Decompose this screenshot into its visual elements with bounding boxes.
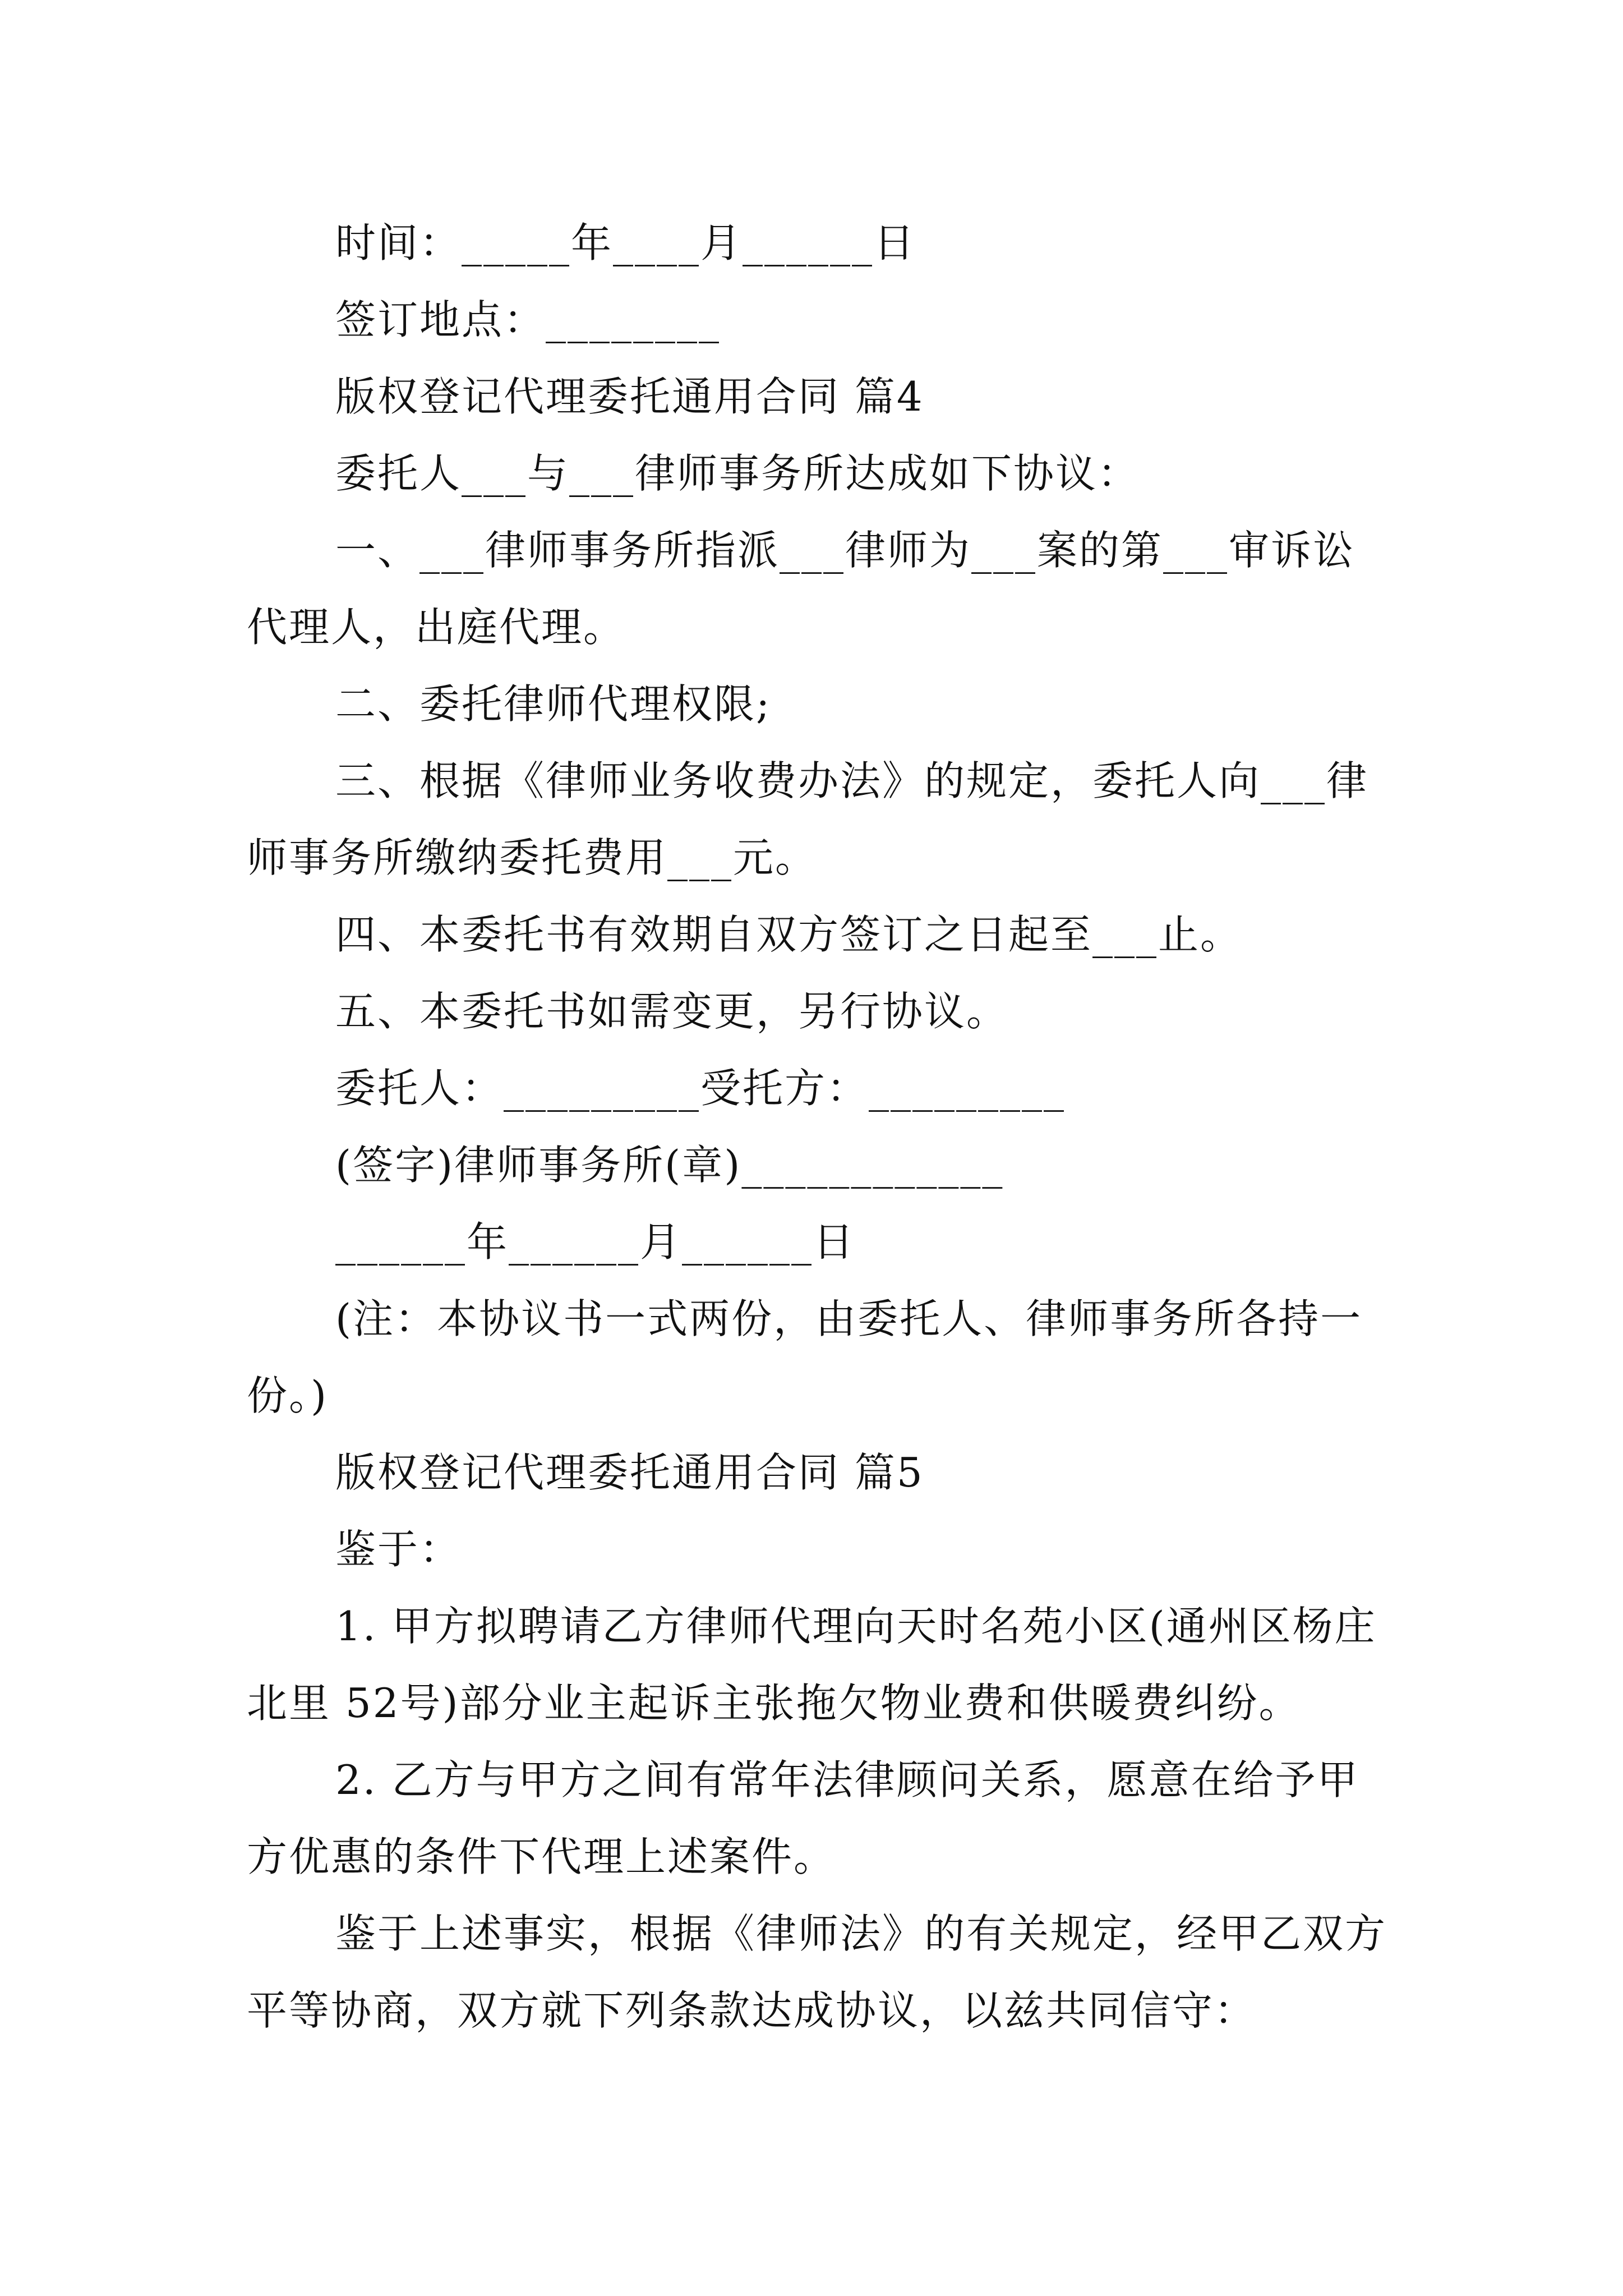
section-heading-5: 版权登记代理委托通用合同 篇5: [335, 1449, 924, 1496]
whereas-heading: 鉴于：: [335, 1526, 462, 1573]
time-line: 时间：_____年____月______日: [335, 219, 916, 266]
clause-5: 五、本委托书如需变更，另行协议。: [335, 988, 1009, 1035]
clause-3: 三、根据《律师业务收费办法》的规定，委托人向___律师事务所缴纳委托费用___元。: [247, 757, 1369, 881]
clause-4: 四、本委托书有效期自双方签订之日起至___止。: [335, 911, 1243, 958]
document-body: [247, 205, 1391, 2049]
signature-line-seal: (签字)律师事务所(章)____________: [335, 1142, 1004, 1189]
agreement-intro: 委托人___与___律师事务所达成如下协议：: [335, 450, 1140, 497]
date-line: ______年______月______日: [335, 1218, 855, 1266]
clause-2: 二、委托律师代理权限;: [335, 680, 772, 728]
clause-1: 一、___律师事务所指派___律师为___案的第___审诉讼代理人，出庭代理。: [247, 527, 1355, 651]
section-heading-4: 版权登记代理委托通用合同 篇4: [335, 373, 924, 420]
whereas-item-2: 2. 乙方与甲方之间有常年法律顾问关系，愿意在给予甲方优惠的条件下代理上述案件。: [247, 1756, 1359, 1880]
note-line: (注：本协议书一式两份，由委托人、律师事务所各持一份。): [247, 1295, 1363, 1419]
signing-place-line: 签订地点：________: [335, 296, 721, 343]
signature-line-parties: 委托人：_________受托方：_________: [335, 1065, 1066, 1112]
whereas-item-1: 1. 甲方拟聘请乙方律师代理向天时名苑小区(通州区杨庄北里 52号)部分业主起诉主张拖欠物业费和供暖费纠纷。: [247, 1603, 1377, 1727]
whereas-conclusion: 鉴于上述事实，根据《律师法》的有关规定，经甲乙双方平等协商，双方就下列条款达成协议，以兹共同信守：: [247, 1910, 1387, 2034]
